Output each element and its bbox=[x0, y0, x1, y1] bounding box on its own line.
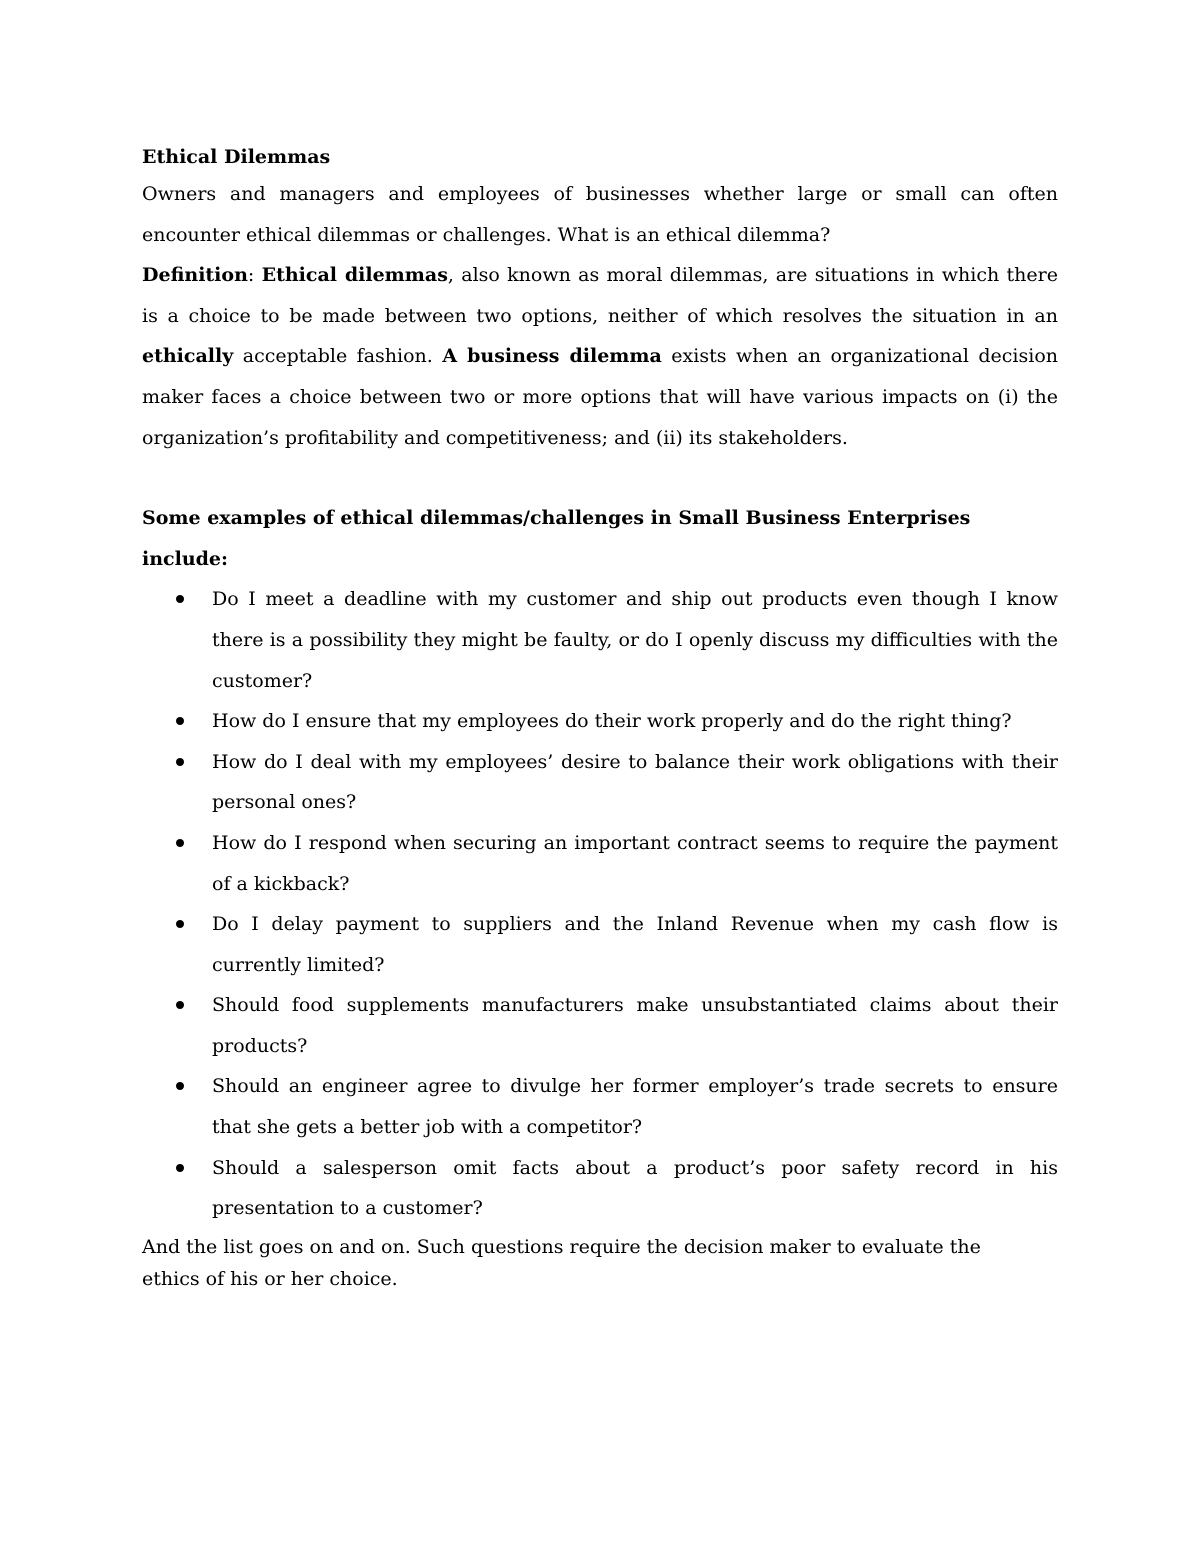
examples-list bbox=[142, 579, 1058, 1229]
definition-emphasis: ethically bbox=[142, 345, 234, 368]
list-item-text: How do I respond when securing an important contract seems to require the payment of a kickback? bbox=[212, 831, 1058, 895]
bullet-icon bbox=[176, 595, 184, 603]
definition-colon: : bbox=[247, 264, 262, 287]
document-title: Ethical Dilemmas bbox=[142, 146, 331, 168]
list-item bbox=[142, 742, 1058, 823]
definition-term: Ethical dilemmas bbox=[261, 264, 448, 287]
list-item-text: How do I ensure that my employees do their work properly and do the right thing? bbox=[212, 710, 1012, 733]
bullet-icon bbox=[176, 1001, 184, 1009]
list-item-text: Should an engineer agree to divulge her former employer’s trade secrets to ensure that she gets a better job with a competitor? bbox=[212, 1075, 1058, 1139]
list-item bbox=[142, 1066, 1058, 1147]
definition-term-business: A business dilemma bbox=[442, 345, 662, 368]
bullet-icon bbox=[176, 1082, 184, 1090]
closing-paragraph: And the list goes on and on. Such questions require the decision maker to evaluate the ethics of his or her choice. bbox=[142, 1235, 981, 1290]
list-item bbox=[142, 985, 1058, 1066]
intro-paragraph: Owners and managers and employees of businesses whether large or small can often encounter ethical dilemmas or challenges. What is an ethical dilemma? bbox=[142, 183, 1058, 246]
list-item bbox=[142, 904, 1058, 985]
paragraph-spacer bbox=[142, 458, 1058, 498]
list-item bbox=[142, 1148, 1058, 1229]
definition-label: Definition bbox=[142, 264, 248, 287]
list-item-text: Do I delay payment to suppliers and the Inland Revenue when my cash flow is currently limited? bbox=[212, 913, 1058, 976]
bullet-icon bbox=[176, 717, 184, 725]
list-item bbox=[142, 701, 1058, 742]
list-item-text: Should food supplements manufacturers make unsubstantiated claims about their products? bbox=[212, 994, 1058, 1057]
definition-text-2: acceptable fashion. bbox=[233, 345, 443, 368]
list-item-text: Do I meet a deadline with my customer and ship out products even though I know there is a possibility they might be faulty, or do I openly discuss my difficulties with the customer? bbox=[212, 588, 1058, 692]
list-item-text: Should a salesperson omit facts about a product’s poor safety record in his presentation to a customer? bbox=[212, 1156, 1058, 1220]
definition-paragraph bbox=[142, 255, 1058, 458]
examples-heading: Some examples of ethical dilemmas/challenges in Small Business Enterprises include: bbox=[142, 507, 971, 570]
list-item-text: How do I deal with my employees’ desire to balance their work obligations with their personal ones? bbox=[212, 750, 1058, 814]
definition-text-3: exists when an organizational decision maker faces a choice between two or more options that will have various impacts on (i) the organization’s profitability and competitiveness; and (ii) its stakeholders. bbox=[142, 345, 1059, 449]
list-item bbox=[142, 823, 1058, 904]
definition-text-1: , also known as moral dilemmas, are situations in which there is a choice to be made between two options, neither of which resolves the situation in an bbox=[142, 264, 1058, 327]
bullet-icon bbox=[176, 758, 184, 766]
bullet-icon bbox=[176, 920, 184, 928]
document-body bbox=[142, 140, 1058, 1295]
bullet-icon bbox=[176, 1164, 184, 1172]
bullet-icon bbox=[176, 839, 184, 847]
list-item bbox=[142, 579, 1058, 701]
